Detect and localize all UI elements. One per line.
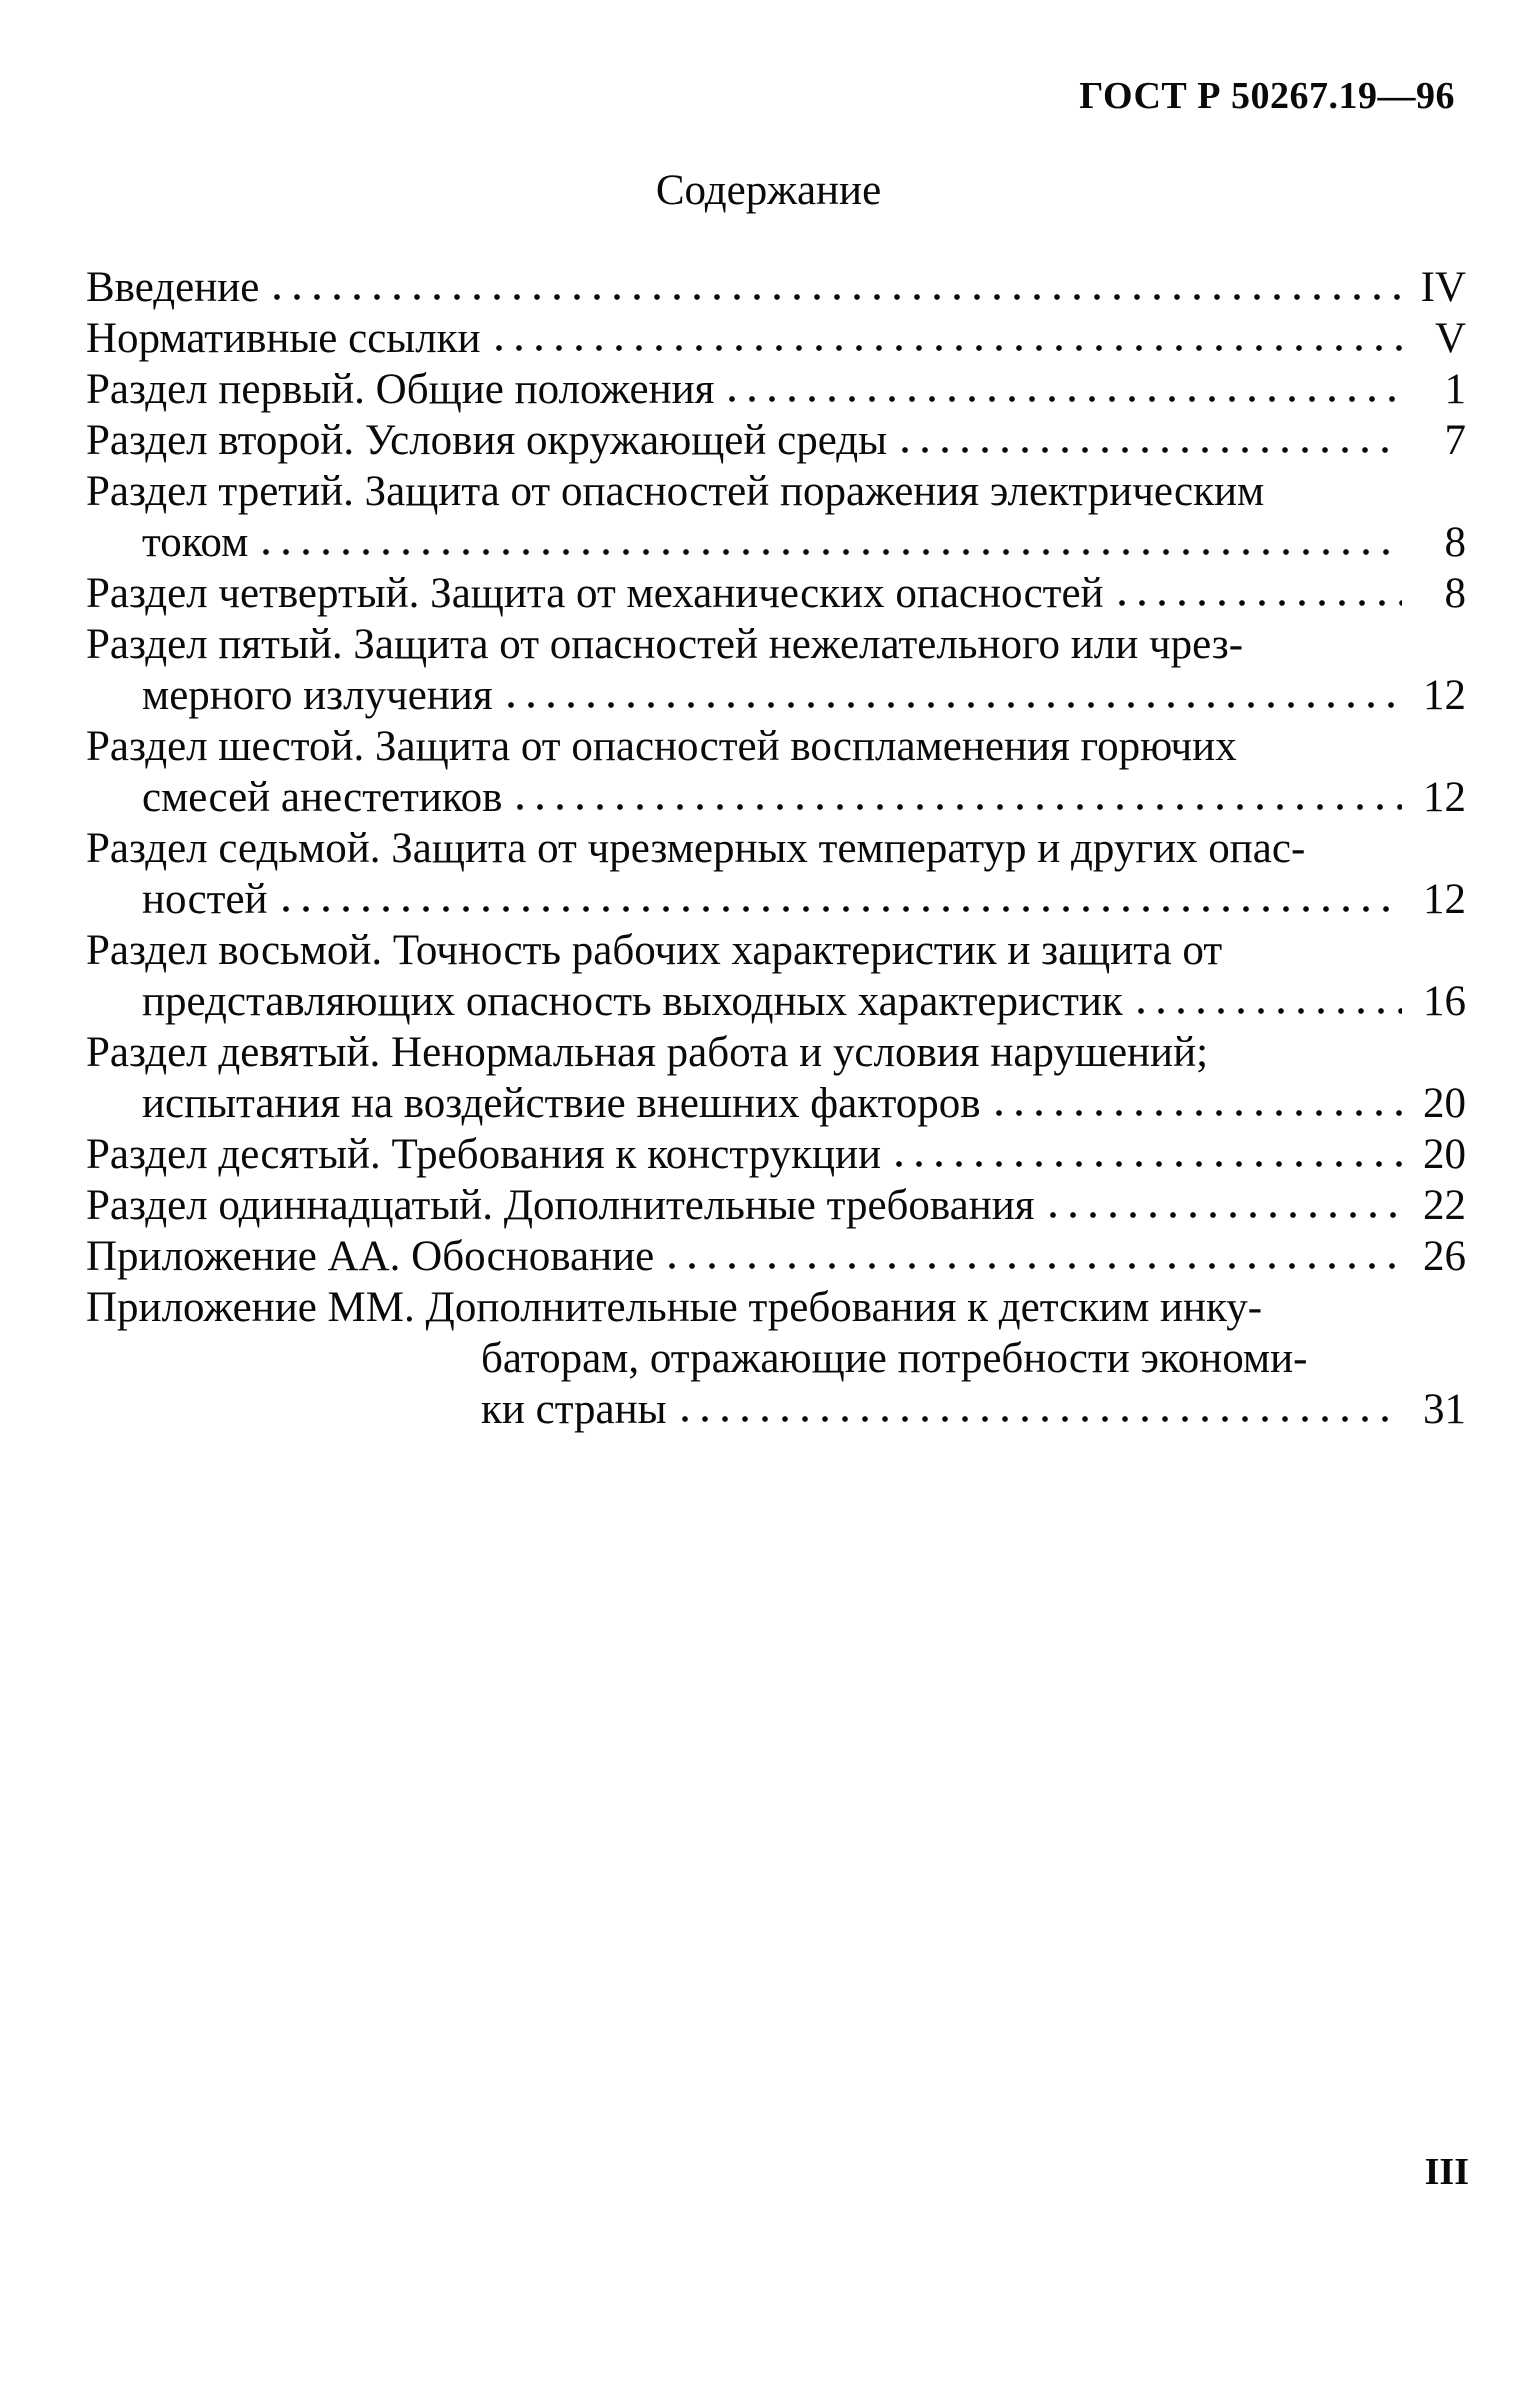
page-number: V [1434, 315, 1466, 362]
page-number: 12 [1423, 672, 1466, 719]
toc-entry: Введение IV [86, 264, 1466, 311]
page-number: 20 [1423, 1080, 1466, 1127]
page-number: 16 [1423, 978, 1466, 1025]
page-number: 20 [1423, 1131, 1466, 1178]
toc-entry-line: баторам, отражающие потребности экономи- [481, 1335, 1308, 1382]
toc-entry: представляющих опасность выходных характеристик 16 [142, 978, 1466, 1025]
toc-entry: током 8 [142, 519, 1466, 566]
toc-entry: мерного излучения 12 [142, 672, 1466, 719]
toc-entry: Раздел первый. Общие положения 1 [86, 366, 1466, 413]
toc-entry: Раздел четвертый. Защита от механических опасностей 8 [86, 570, 1466, 617]
page-number: IV [1420, 264, 1466, 311]
toc-entry-line: Раздел пятый. Защита от опасностей нежелательного или чрез- [86, 621, 1244, 668]
toc-entry: ки страны 31 [481, 1386, 1466, 1433]
toc-entry-line: Раздел восьмой. Точность рабочих характеристик и защита от [86, 927, 1223, 974]
toc-entry: ностей 12 [142, 876, 1466, 923]
page-number: 1 [1444, 366, 1466, 413]
page-number: 31 [1423, 1386, 1466, 1433]
page-number: 26 [1423, 1233, 1466, 1280]
toc-entry: Приложение АА. Обоснование 26 [86, 1233, 1466, 1280]
toc-entry: Нормативные ссылки V [86, 315, 1466, 362]
document-code: ГОСТ Р 50267.19—96 [1079, 75, 1455, 117]
toc-entry: смесей анестетиков 12 [142, 774, 1466, 821]
toc-entry: Раздел одиннадцатый. Дополнительные требования 22 [86, 1182, 1466, 1229]
page-number: 8 [1444, 519, 1466, 566]
toc-entry-line: Раздел девятый. Ненормальная работа и условия нарушений; [86, 1029, 1209, 1076]
toc-entry: испытания на воздействие внешних факторов 20 [142, 1080, 1466, 1127]
page-number: 7 [1444, 417, 1466, 464]
toc-entry-line: Раздел седьмой. Защита от чрезмерных температур и других опас- [86, 825, 1306, 872]
toc-entry: Раздел десятый. Требования к конструкции 20 [86, 1131, 1466, 1178]
toc-entry: Раздел второй. Условия окружающей среды 7 [86, 417, 1466, 464]
page-number: 22 [1423, 1182, 1466, 1229]
page-number: 12 [1423, 876, 1466, 923]
page-number: 8 [1444, 570, 1466, 617]
page-number: 12 [1423, 774, 1466, 821]
page-footer-number: III [1424, 2151, 1469, 2193]
toc-entry-line: Раздел шестой. Защита от опасностей воспламенения горючих [86, 723, 1237, 770]
toc-entry-line: Раздел третий. Защита от опасностей поражения электрическим [86, 468, 1265, 515]
toc-entry-line: Приложение ММ. Дополнительные требования к детским инку- [86, 1284, 1263, 1331]
page-title: Содержание [655, 167, 882, 214]
table-of-contents [86, 262, 1466, 1435]
